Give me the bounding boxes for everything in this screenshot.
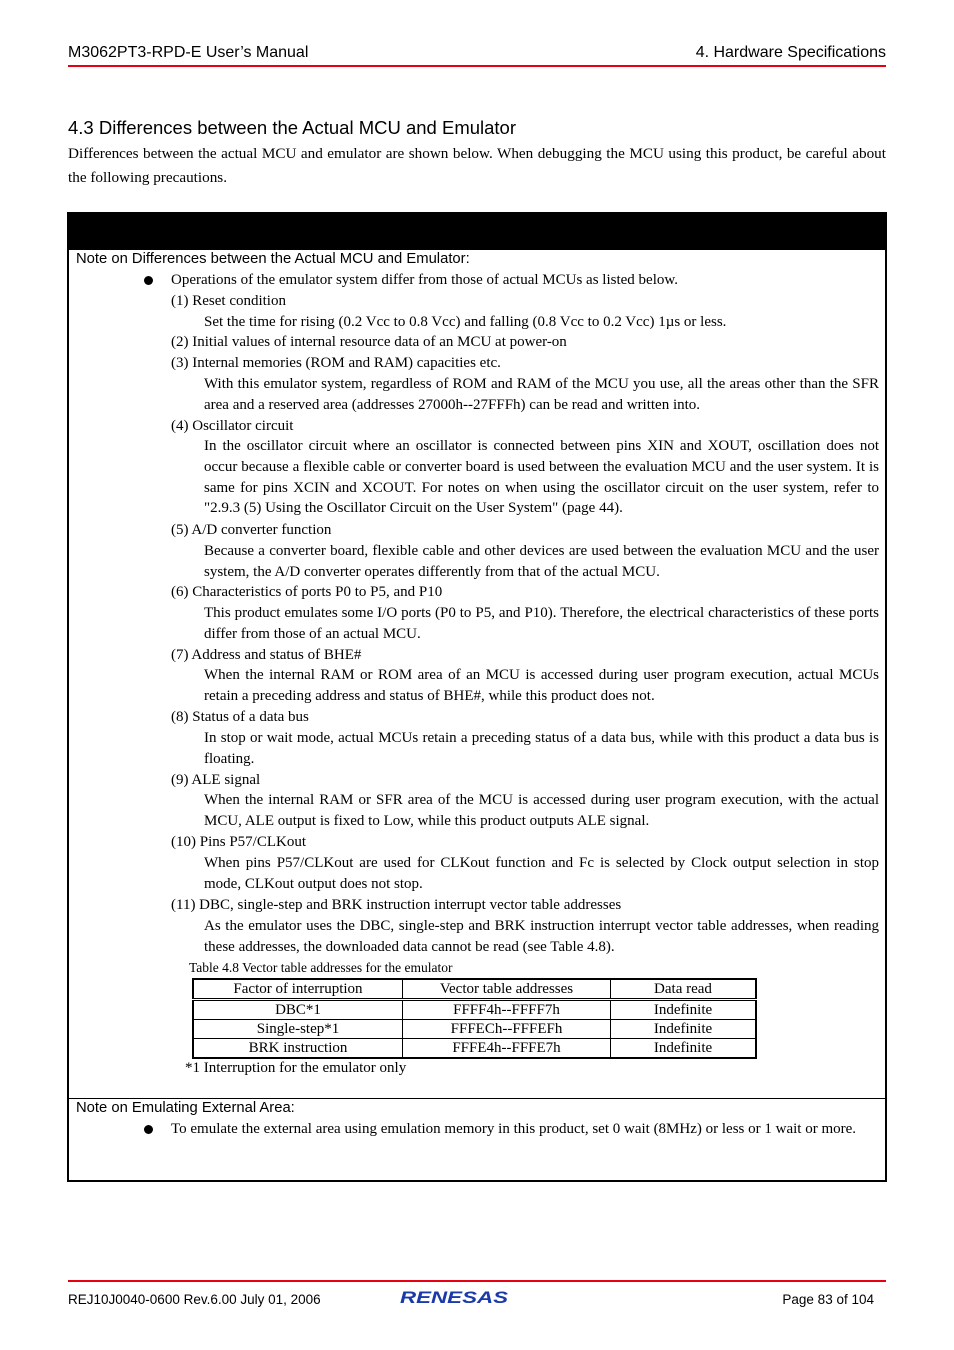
logo-wordmark: RENESAS: [400, 1288, 509, 1307]
table-row: [193, 1020, 756, 1039]
item-body: When the internal RAM or SFR area of the MCU is accessed during user program execution, with the actual MCU, ALE output is fixed to Low, while this product outputs ALE signal.: [204, 792, 879, 829]
note-bullet-text: To emulate the external area using emulation memory in this product, set 0 wait (8MHz) or less or 1 wait or more.: [171, 1121, 857, 1137]
item-body: In the oscillator circuit where an oscillator is connected between pins XIN and XOUT, oscillation does not occur because a flexible cable or converter board is used between the evaluation MCU and the user system. It is same for pins XCIN and XCOUT. For notes on when using the oscillator circuit on the user system, refer to "2.9.3 (5) Using the Oscillator Circuit on the User System" (page 44).: [204, 438, 879, 517]
section-title: 4.3 Differences between the Actual MCU and Emulator: [68, 117, 517, 138]
note-heading-external-area: Note on Emulating External Area:: [76, 1100, 295, 1116]
item-title: (4) Oscillator circuit: [171, 418, 294, 434]
notes-box: [67, 212, 887, 1182]
document-number: REJ10J0040-0600 Rev.6.00 July 01, 2006: [68, 1292, 321, 1307]
item-body: With this emulator system, regardless of ROM and RAM of the MCU you use, all the areas other than the SFR area and a reserved area (addresses 27000h--27FFFh) can be read and written into.: [204, 376, 879, 413]
table-row: [193, 1000, 756, 1020]
item-title: (5) A/D converter function: [171, 522, 332, 538]
table-cell: Indefinite: [611, 1039, 757, 1059]
item-title: (10) Pins P57/CLKout: [171, 834, 307, 850]
item-body: Set the time for rising (0.2 Vcc to 0.8 Vcc) and falling (0.8 Vcc to 0.2 Vcc) 1µs or less.: [204, 314, 727, 330]
item-body: As the emulator uses the DBC, single-step and BRK instruction interrupt vector table addresses, when reading these addresses, the downloaded data cannot be read (see Table 4.8).: [204, 918, 879, 955]
table-cell: Indefinite: [611, 1000, 757, 1020]
item-body: When pins P57/CLKout are used for CLKout function and Fc is selected by Clock output selection in stop mode, CLKout output does not stop.: [204, 855, 879, 892]
item-title: (6) Characteristics of ports P0 to P5, and P10: [171, 584, 443, 600]
item-title: (2) Initial values of internal resource data of an MCU at power-on: [171, 334, 567, 350]
item-title: (7) Address and status of BHE#: [171, 647, 362, 663]
table-cell: FFFECh--FFFEFh: [403, 1020, 611, 1039]
footer-rule: [68, 1280, 886, 1282]
vector-table: [192, 978, 757, 1059]
notes-separator: [69, 1098, 885, 1099]
table-header-row: [193, 979, 756, 1000]
table-cell: BRK instruction: [193, 1039, 403, 1059]
table-footnote: *1 Interruption for the emulator only: [185, 1060, 407, 1076]
section-intro: Differences between the actual MCU and emulator are shown below. When debugging the MCU using this product, be careful about the following precautions.: [68, 145, 886, 186]
item-title: (8) Status of a data bus: [171, 709, 309, 725]
note-heading-differences: Note on Differences between the Actual MCU and Emulator:: [76, 251, 470, 267]
table-cell: FFFF4h--FFFF7h: [403, 1000, 611, 1020]
table-cell: Single-step*1: [193, 1020, 403, 1039]
note-bullet-text: Operations of the emulator system differ from those of actual MCUs as listed below.: [171, 272, 678, 288]
item-title: (1) Reset condition: [171, 293, 286, 309]
table-cell: FFFE4h--FFFE7h: [403, 1039, 611, 1059]
bullet-icon: [144, 276, 153, 285]
table-header-cell: Vector table addresses: [403, 979, 611, 1000]
chapter-title: 4. Hardware Specifications: [695, 44, 886, 61]
item-body: This product emulates some I/O ports (P0 to P5, and P10). Therefore, the electrical characteristics of these ports differ from those of an actual MCU.: [204, 605, 879, 642]
item-body: In stop or wait mode, actual MCUs retain a preceding status of a data bus, while with this product a data bus is floating.: [204, 730, 879, 767]
table-header-cell: Data read: [611, 979, 757, 1000]
notes-box-header-bar: [69, 214, 885, 250]
page-number: Page 83 of 104: [782, 1292, 874, 1307]
manual-title: M3062PT3-RPD-E User’s Manual: [68, 44, 309, 61]
item-title: (9) ALE signal: [171, 772, 261, 788]
table-caption: Table 4.8 Vector table addresses for the emulator: [189, 960, 453, 975]
item-body: Because a converter board, flexible cable and other devices are used between the evaluation MCU and the user system, the A/D converter operates differently from that of the actual MCU.: [204, 543, 879, 580]
renesas-logo: [398, 1288, 510, 1308]
item-body: When the internal RAM or ROM area of an MCU is accessed during user program execution, actual MCUs retain a preceding address and status of BHE#, while this product does not.: [204, 667, 879, 704]
table-cell: Indefinite: [611, 1020, 757, 1039]
item-title: (3) Internal memories (ROM and RAM) capacities etc.: [171, 355, 501, 371]
bullet-icon: [144, 1125, 153, 1134]
header-rule: [68, 65, 886, 67]
table-row: [193, 1039, 756, 1059]
item-title: (11) DBC, single-step and BRK instruction interrupt vector table addresses: [171, 897, 622, 913]
table-cell: DBC*1: [193, 1000, 403, 1020]
table-header-cell: Factor of interruption: [193, 979, 403, 1000]
